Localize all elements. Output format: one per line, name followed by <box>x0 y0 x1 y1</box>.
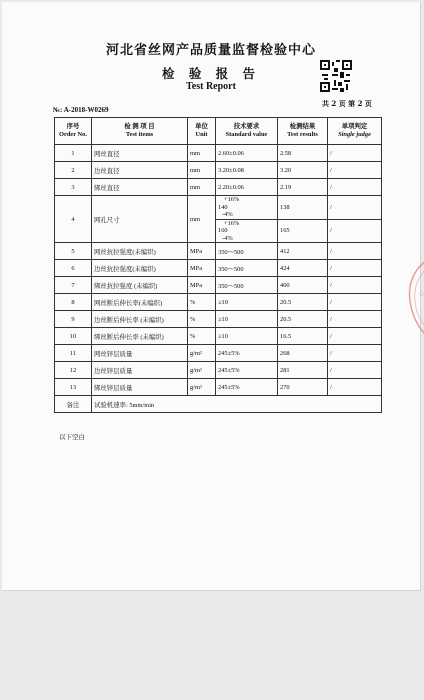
header-single-judge: 单项判定 Single judge <box>328 118 382 145</box>
mesh-standard-b: +16% 160 -4% <box>216 219 278 243</box>
table-row: 6 边丝抗拉强度(未编织) MPa 350～500 424 / <box>55 260 382 277</box>
remark-row <box>55 396 382 413</box>
table-row: 11 网丝锌层质量 g/m² 245±5% 268 / <box>55 345 382 362</box>
mesh-standard-a: +16% 140 -4% <box>216 196 278 220</box>
table-row: 12 边丝锌层质量 g/m² 245±5% 281 / <box>55 362 382 379</box>
table-row: 13 绑丝锌层质量 g/m² 245±5% 270 / <box>55 379 382 396</box>
report-title-cn: 检 验 报 告 <box>161 66 261 81</box>
table-row: 9 边丝断后伸长率 (未编织) % ≥10 20.5 / <box>55 311 382 328</box>
header-order-no: 序号 Order No. <box>55 118 92 145</box>
following-blank-note: 以下空白 <box>59 433 85 441</box>
test-results-table <box>54 117 382 413</box>
table-row: 7 绑丝抗拉强度 (未编织) MPa 350～500 400 / <box>55 277 382 294</box>
table-header-row <box>55 118 382 145</box>
table-row: 3 绑丝直径 mm 2.20±0.06 2.19 / <box>55 179 382 196</box>
table-row: 1 网丝直径 mm 2.60±0.06 2.58 / <box>55 145 382 162</box>
table-row: 5 网丝抗拉强度(未编织) MPa 350～500 412 / <box>55 243 382 260</box>
report-title-en: Test Report <box>186 81 236 92</box>
organization-name: 河北省丝网产品质量监督检验中心 <box>105 43 316 58</box>
header-standard-value: 技术要求 Standard value <box>216 118 278 145</box>
report-number: №: A-2018-W0269 <box>53 106 109 114</box>
remark-label: 备注 <box>55 396 92 413</box>
remark-text: 试验机速率: 5mm/min <box>92 396 382 413</box>
report-page <box>2 2 424 591</box>
header-test-results: 检测结果 Test results <box>278 118 328 145</box>
qr-code-icon <box>320 60 352 92</box>
page-count: 共 2 页 第 2 页 <box>322 99 372 108</box>
svg-text:心: 心 <box>419 291 424 297</box>
table-row-mesh-b: +16% 160 -4% 165 / <box>55 219 382 243</box>
table-row: 8 网丝断后伸长率(未编织) % ≥10 20.5 / <box>55 294 382 311</box>
official-seal-stamp <box>402 257 424 337</box>
header-unit: 单位 Unit <box>188 118 216 145</box>
table-row: 10 绑丝断后伸长率 (未编织) % ≥10 16.5 / <box>55 328 382 345</box>
table-row: 2 边丝直径 mm 3.20±0.08 3.20 / <box>55 162 382 179</box>
header-test-items: 检 测 项 目 Test items <box>92 118 188 145</box>
table-row-mesh-a: 4 网孔尺寸 mm +16% 140 -4% 138 / <box>55 196 382 220</box>
